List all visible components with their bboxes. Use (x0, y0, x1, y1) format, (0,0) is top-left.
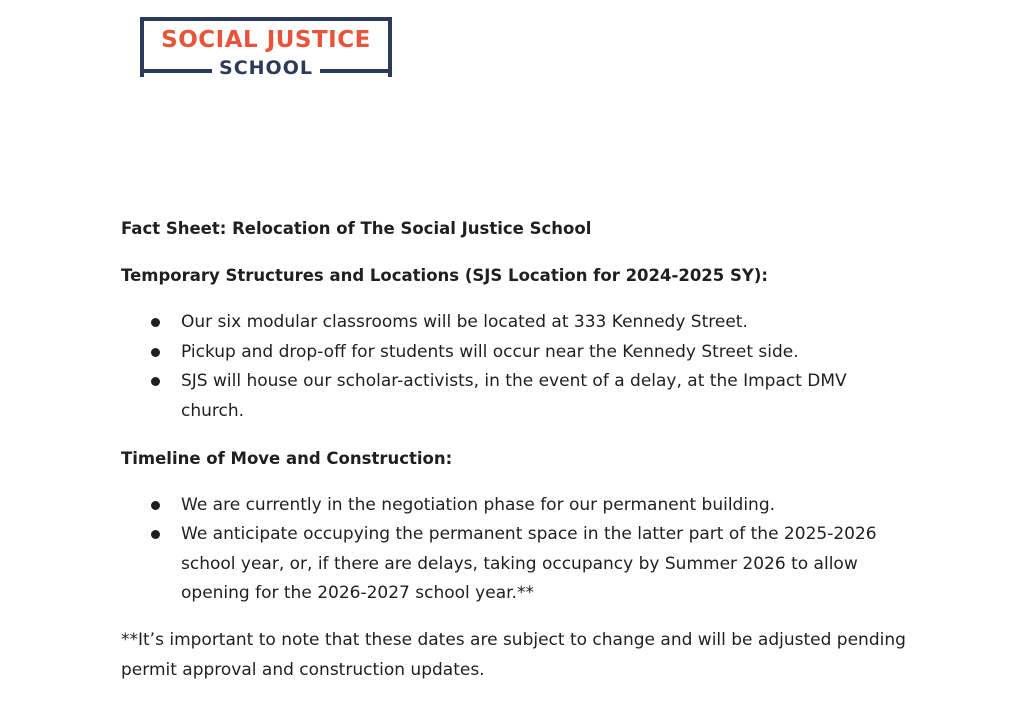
list-item (121, 308, 881, 338)
list-item-text: SJS will house our scholar-activists, in the event of a delay, at the Impact DMV church. (181, 371, 847, 421)
list-item-text: Our six modular classrooms will be located at 333 Kennedy Street. (181, 312, 748, 332)
temporary-structures-list (121, 308, 921, 426)
footnote: **It’s important to note that these dates are subject to change and will be adjusted pending permit approval and construction updates. (121, 630, 906, 680)
logo-text-line1: SOCIAL JUSTICE (161, 27, 371, 53)
logo-text-line2: SCHOOL (219, 57, 313, 79)
bullet-icon (151, 377, 160, 386)
document-body (121, 214, 921, 685)
list-item (121, 367, 881, 426)
section-heading-timeline: Timeline of Move and Construction: (121, 448, 453, 468)
logo-frame-bottom-left (140, 69, 212, 73)
bullet-icon (151, 318, 160, 327)
bullet-icon (151, 348, 160, 357)
timeline-list (121, 491, 921, 609)
list-item (121, 338, 881, 368)
list-item-text: We are currently in the negotiation phase for our permanent building. (181, 494, 776, 515)
bullet-icon (151, 530, 160, 539)
list-item (121, 491, 881, 521)
list-item-text: We anticipate occupying the permanent space in the latter part of the 2025-2026 school year, or, if there are delays, taking occupancy by Summer 2026 to allow opening for the 2026-2027 school year.** (181, 524, 877, 603)
logo-frame-bottom-right (320, 69, 392, 73)
school-logo (140, 17, 392, 77)
list-item-text: Pickup and drop-off for students will occur near the Kennedy Street side. (181, 341, 799, 362)
section-heading-temporary-structures: Temporary Structures and Locations (SJS Location for 2024-2025 SY): (121, 266, 768, 285)
document-title: Fact Sheet: Relocation of The Social Justice School (121, 219, 592, 238)
list-item (121, 520, 881, 609)
bullet-icon (151, 501, 160, 510)
